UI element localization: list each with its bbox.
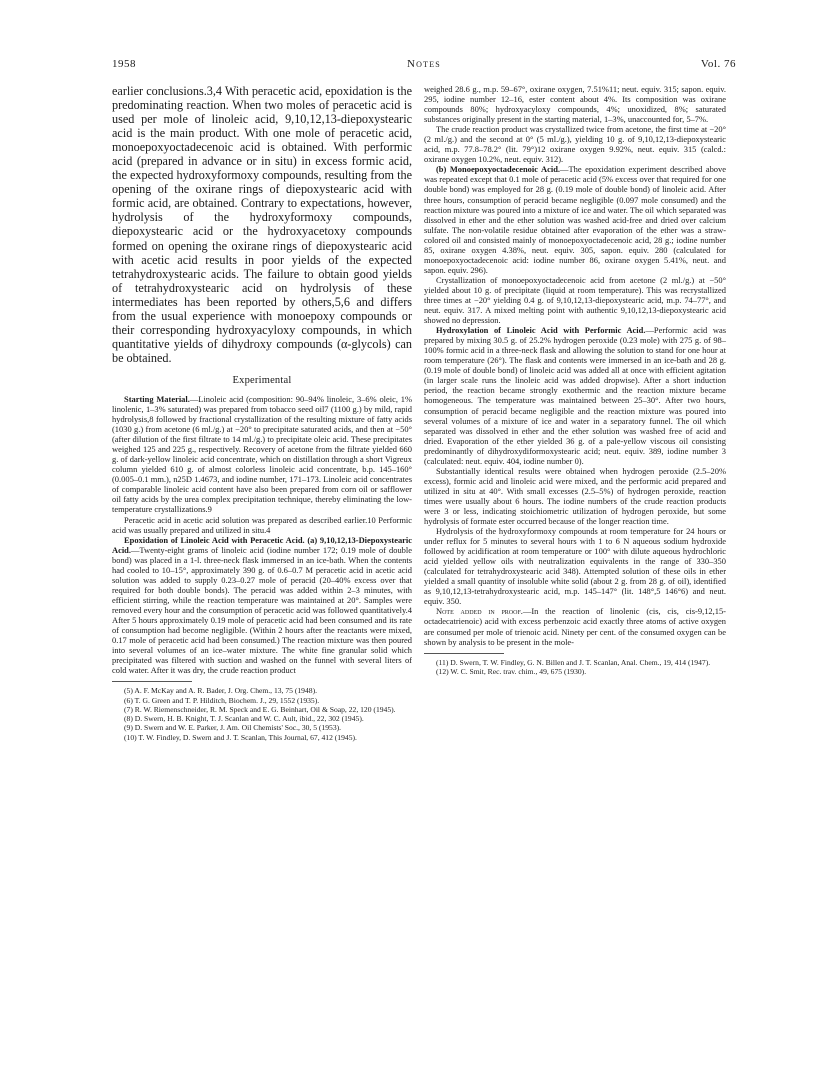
hydroxylation-title: Hydroxylation of Linoleic Acid with Performic Acid. bbox=[436, 325, 646, 336]
footnote-5: (5) A. F. McKay and A. R. Bader, J. Org. Chem., 13, 75 (1948). bbox=[124, 686, 317, 696]
footnote-divider bbox=[112, 681, 192, 682]
journal-section: Notes bbox=[407, 58, 441, 70]
note-in-proof-paragraph bbox=[424, 606, 726, 646]
starting-material-body: —Linoleic acid (composition: 90–94% linoleic, 3–6% oleic, 1% linolenic, 1–3% saturated) was prepared from tobacco seed oil7 (1100 g.) by mild, rapid hydrolysis,8 followed by fractional crystallization of the resulting mixture of fatty acids (1030 g.) from acetone (6 ml./g.) at −20° to precipitate saturated acids, and then at −50° (after dilution of the first filtrate to 14 ml./g.) to precipitate oleic acid. These precipitates weighed 125 and 225 g., respectively. Recovery of acetone from the filtrate yielded 660 g. of dark-yellow linoleic acid concentrate, which on distillation through a short Vigreux column yielded 610 g. of almost colorless linoleic acid concentrate, b.p. 145–160° (0.005–0.1 mm.), n25D 1.4673, and iodine number, 171–173. Linoleic acid concentrates of comparable linoleic acid content have also been prepared from corn oil or safflower oil fatty acids by the urea complex precipitation technique, thereby eliminating the low-temperature crystallizations.9 bbox=[112, 393, 413, 515]
starting-material-paragraph bbox=[112, 394, 412, 515]
crude-product-paragraph: The crude reaction product was crystallized twice from acetone, the first time at −20° (2 ml./g.) and the second at 0° (5 ml./g.), yielding 10 g. of 9,10,12,13-diepoxystearic acid, m.p. 77.8–78.2° (lit. 79°)12 oxirane oxygen 9.92%, neut. equiv. 315 (calcd.: oxirane oxygen 10.2%, neut. equiv. 312). bbox=[424, 124, 726, 165]
left-footnotes bbox=[112, 686, 412, 742]
identical-results-paragraph: Substantially identical results were obtained when hydrogen peroxide (2.5–20% excess), formic acid and linoleic acid were mixed, and the performic acid prepared and utilized in situ at 40°. With small excesses (2.5–5%) of hydrogen peroxide, reaction times were usually about 6 hours. The iodine numbers of the crude reaction products were 3 or less, indicating stoichiometric utilization of hydrogen peroxide, but some hydrolysis of formate ester occurred because of the longer reaction time. bbox=[424, 465, 726, 527]
note-in-proof-body: —In the reaction of linolenic (cis, cis, cis-9,12,15-octadecatrienoic) acid with excess perbenzoic acid exactly three atoms of active oxygen are consumed per mole of trienoic acid. Ninety per cent. of the consumed oxygen can be shown by analysis to be present in the mole- bbox=[424, 606, 726, 647]
peracetic-paragraph: Peracetic acid in acetic acid solution was prepared as described earlier.10 Performic acid was usually prepared and utilized in situ.4 bbox=[112, 514, 412, 535]
monoepoxy-body: —The epoxidation experiment described above was repeated except that 0.1 mole of peracetic acid (5% excess over that required for one double bond) was employed for 28 g. (0.19 mole of double bond) of linoleic acid. After three hours, consumption of peracid became negligible (0.097 mole consumed) and the reaction mixture was poured into a mixture of ice and water. The oil which separated was dissolved in ether and the ether solution was washed acid-free and dried over calcium sulfate. The non-volatile residue obtained after evaporation of the ether was a straw-colored oil and consisted mainly of monoepoxyoctadecenoic acid, 28 g.; iodine number 85, oxirane oxygen 4.38%, neut. equiv. 305, sapon. equiv. 280 (calculated for monoepoxyoctadecenoic acid: iodine number 86, oxirane oxygen 5.41%, neut. and sapon. equiv. 296). bbox=[424, 164, 726, 275]
footnote-11: (11) D. Swern, T. W. Findley, G. N. Billen and J. T. Scanlan, Anal. Chem., 19, 414 (1947). bbox=[436, 657, 711, 667]
intro-paragraph: earlier conclusions.3,4 With peracetic acid, epoxidation is the predominating reaction. When two moles of peracetic acid is used per mole of linoleic acid, 9,10,12,13-diepoxystearic acid is the main product. With one mole of peracetic acid, monoepoxyoctadecenoic acid is obtained. With performic acid (prepared in advance or in situ) in excess formic acid, the expected hydroxyformoxy compounds, resulting from the opening of the oxirane rings of diepoxystearic acid with formic acid, are obtained. Contrary to expectations, however, hydrolysis of the hydroxyformoxy compounds, diepoxystearic acid or the hydroxyacetoxy compounds formed on opening the oxirane rings of diepoxystearic acid with acetic acid results in poor yields of the expected tetrahydroxystearic acids. The failure to obtain good yields of tetrahydroxystearic acid on hydrolysis of these intermediates has been reported by others,5,6 and differs from the usual experience with monoepoxy compounds or their corresponding hydroxyacyloxy compounds, in which quantitative yields of dihydroxy compounds (α-glycols) can be obtained. bbox=[112, 84, 412, 365]
right-column bbox=[424, 84, 726, 676]
footnote-12: (12) W. C. Smit, Rec. trav. chim., 49, 675 (1930). bbox=[436, 666, 587, 676]
hydroxylation-body: —Performic acid was prepared by mixing 30.5 g. of 25.2% hydrogen peroxide (0.23 mole) with 275 g. of 98–100% formic acid in a three-neck flask and allowing the solution to stand for one hour at room temperature (26°). The flask and contents were immersed in an ice-bath and 28 g. (0.19 mole of double bond) of linoleic acid was added all at once with efficient agitation (in larger scale runs the linoleic acid was added dropwise). After a short induction period, the reaction became strongly exothermic and the reaction mixture became homogeneous. The temperature was maintained between 25–30°. After two hours, consumption of peracid became negligible and the reaction mixture was poured into several volumes of a mixture of ice and water in a separatory funnel. The oil which separated was dissolved in ether and the ether solution was washed free of acid and dried. Evaporation of the ether yielded 36 g. of a pale-yellow viscous oil consisting predominantly of dihydroxydiformoxystearic acid; neut. equiv. 389, iodine number 3 (calculated: neut. equiv. 404, iodine number 0). bbox=[424, 325, 727, 466]
right-footnotes bbox=[424, 658, 726, 677]
epoxidation-body: —Twenty-eight grams of linoleic acid (iodine number 172; 0.19 mole of double bond) was placed in a 1-l. three-neck flask immersed in an ice-bath. When the contents had cooled to 10–15°, approximately 390 g. of 0.6–0.7 M peracetic acid in acetic acid solution was added to supply 0.23–0.27 mole of peracid (20–40% excess over that required for both double bonds). The peracid was added within 2–3 minutes, with efficient stirring, while the reaction temperature was maintained at 20°. Samples were removed every hour and the consumption of peracetic acid was followed quantitatively.4 After 5 hours approximately 0.19 mole of peracetic acid had been consumed and its rate of consumption had become negligible. (Within 2 hours after the reactants were mixed, 0.17 mole of peracetic acid had been consumed.) The reaction mixture was then poured into several volumes of an ice–water mixture. The white fine granular solid which precipitated was filtered with suction and washed on the funnel with several liters of cold water. After it was dry, the crude reaction product bbox=[112, 544, 412, 676]
crystallization-paragraph: Crystallization of monoepoxyoctadecenoic acid from acetone (2 ml./g.) at −50° yielded about 10 g. of precipitate (liquid at room temperature). This was recrystallized three times at −20° yielding 0.4 g. of 9,10,12,13-diepoxystearic acid, m.p. 74–77°, and neut. equiv. 317. A mixed melting point with authentic 9,10,12,13-diepoxystearic acid showed no depression. bbox=[424, 274, 726, 326]
footnote-divider-right bbox=[424, 653, 504, 654]
monoepoxy-title: (b) Monoepoxyoctadecenoic Acid. bbox=[436, 164, 561, 175]
footnote-9: (9) D. Swern and W. E. Parker, J. Am. Oil Chemists' Soc., 30, 5 (1953). bbox=[124, 723, 342, 733]
hydrolysis-paragraph: Hydrolysis of the hydroxyformoxy compounds at room temperature for 24 hours or under reflux for 5 minutes to several hours with 1 to 6 N aqueous sodium hydroxide followed by acidification at room temperature or 100° with dilute aqueous hydrochloric acid yielded yellow oils with neutralization equivalents in the range of 330–350 (calculated for tetrahydroxystearic acid 348). Attempted solution of these oils in ether yielded a small quantity of insoluble white solid (about 2 g. from 28 g. of oil), identified as 9,10,12,13-tetrahydroxystearic acid, m.p. 145–147° (lit. 148°,5 146°6) and neut. equiv. 350. bbox=[424, 526, 726, 607]
hydroxylation-paragraph bbox=[424, 325, 726, 466]
section-heading-experimental: Experimental bbox=[232, 374, 292, 386]
starting-material-title: Starting Material. bbox=[124, 393, 190, 404]
epoxidation-title: Epoxidation of Linoleic Acid with Peracetic Acid. (a) 9,10,12,13-Diepoxystearic Acid. bbox=[112, 534, 412, 555]
epoxidation-paragraph bbox=[112, 535, 412, 676]
footnote-7: (7) R. W. Riemenschneider, R. M. Speck and E. G. Beinhart, Oil & Soap, 22, 120 (1945). bbox=[124, 704, 396, 714]
volume-label: Vol. 76 bbox=[700, 58, 736, 70]
monoepoxy-paragraph bbox=[424, 164, 726, 275]
footnote-10: (10) T. W. Findley, D. Swern and J. T. Scanlan, This Journal, 67, 412 (1945). bbox=[124, 732, 357, 742]
footnote-8: (8) D. Swern, H. B. Knight, T. J. Scanlan and W. C. Ault, ibid., 22, 302 (1945). bbox=[124, 714, 364, 724]
note-in-proof-title: Note added in proof. bbox=[436, 606, 523, 617]
page-number: 1958 bbox=[112, 58, 136, 70]
footnote-6: (6) T. G. Green and T. P. Hilditch, Biochem. J., 29, 1552 (1935). bbox=[124, 695, 320, 705]
left-column bbox=[112, 84, 412, 742]
continued-paragraph: weighed 28.6 g., m.p. 59–67°, oxirane oxygen, 7.51%11; neut. equiv. 315; sapon. equiv. 295, iodine number 12–16, ester content about 4%. Its composition was oxirane compounds 80%; hydroxyacyloxy compounds, 4%; unoxidized, 8%; saturated substances originally present in the starting material, 1–3%, unaccounted for, 5–7%. bbox=[424, 84, 726, 125]
running-head bbox=[112, 58, 736, 72]
